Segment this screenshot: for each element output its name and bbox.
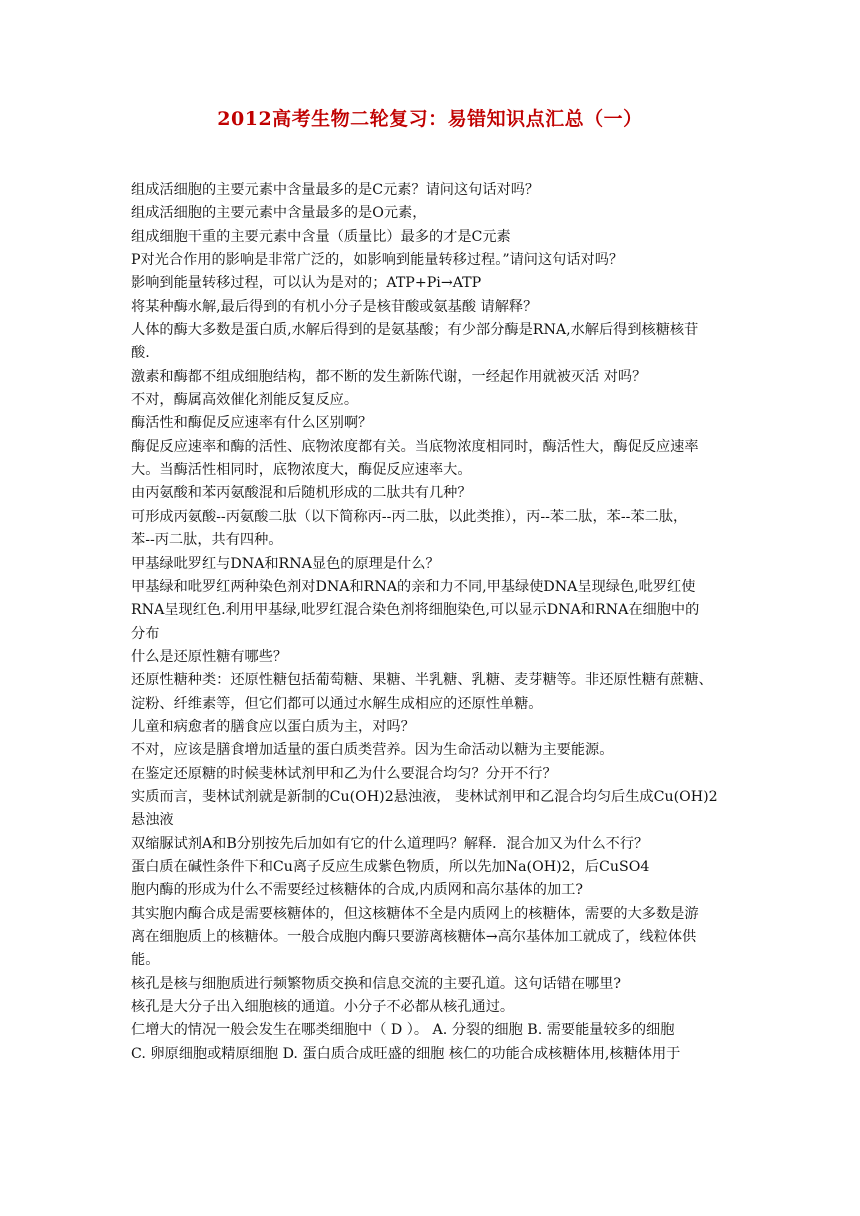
text-line: 激素和酶都不组成细胞结构，都不断的发生新陈代谢，一经起作用就被灭活 对吗？ xyxy=(131,368,647,385)
text-line: P对光合作用的影响是非常广泛的，如影响到能量转移过程。”请问这句话对吗？ xyxy=(131,252,624,269)
text-line: 不对，应该是膳食增加适量的蛋白质类营养。因为生命活动以糖为主要能源。 xyxy=(131,742,614,759)
text-line: 由丙氨酸和苯丙氨酸混和后随机形成的二肽共有几种？ xyxy=(131,485,472,502)
text-line: 核孔是大分子出入细胞核的通道。小分子不必都从核孔通过。 xyxy=(131,999,515,1016)
text-line: 大。当酶活性相同时，底物浓度大，酶促反应速率大。 xyxy=(131,462,472,479)
text-line: 酶活性和酶促反应速率有什么区别啊？ xyxy=(131,415,373,432)
text-line: 甲基绿和吡罗红两种染色剂对DNA和RNA的亲和力不同,甲基绿使DNA呈现绿色,吡罗红使 xyxy=(131,578,696,595)
text-line: 影响到能量转移过程，可以认为是对的；ATP+Pi→ATP xyxy=(131,275,482,292)
text-line: 其实胞内酶合成是需要核糖体的，但这核糖体不全是内质网上的核糖体，需要的大多数是游 xyxy=(131,905,699,922)
text-line: 组成细胞干重的主要元素中含量（质量比）最多的才是C元素 xyxy=(131,228,511,245)
text-line: 苯--丙二肽，共有四种。 xyxy=(131,532,283,549)
text-line: 酶促反应速率和酶的活性、底物浓度都有关。当底物浓度相同时，酶活性大，酶促反应速率 xyxy=(131,438,699,455)
text-line: 核孔是核与细胞质进行频繁物质交换和信息交流的主要孔道。这句话错在哪里? xyxy=(131,975,621,992)
text-line: 人体的酶大多数是蛋白质,水解后得到的是氨基酸；有少部分酶是RNA,水解后得到核糖核苷 xyxy=(131,322,699,339)
text-line: 胞内酶的形成为什么不需要经过核糖体的合成,内质网和高尔基体的加工? xyxy=(131,882,583,899)
text-line: RNA呈现红色.利用甲基绿,吡罗红混合染色剂将细胞染色,可以显示DNA和RNA在细胞中的 xyxy=(131,602,700,619)
text-line: 什么是还原性糖有哪些？ xyxy=(131,648,288,665)
text-line: 蛋白质在碱性条件下和Cu离子反应生成紫色物质，所以先加Na(OH)2，后CuSO4 xyxy=(131,858,650,875)
text-line: 淀粉、纤维素等，但它们都可以通过水解生成相应的还原性单糖。 xyxy=(131,695,543,712)
text-line: 还原性糖种类：还原性糖包括葡萄糖、果糖、半乳糖、乳糖、麦芽糖等。非还原性糖有蔗糖、 xyxy=(131,672,713,689)
text-line: 分布 xyxy=(131,625,160,642)
text-line: 将某种酶水解,最后得到的有机小分子是核苷酸或氨基酸 请解释？ xyxy=(131,298,538,315)
text-line: 在鉴定还原糖的时候斐林试剂甲和乙为什么要混合均匀？分开不行？ xyxy=(131,765,557,782)
text-line: 能。 xyxy=(131,952,160,969)
text-line: 组成活细胞的主要元素中含量最多的是C元素？请问这句话对吗？ xyxy=(131,182,540,198)
text-line: C. 卵原细胞或精原细胞 D. 蛋白质合成旺盛的细胞 核仁的功能合成核糖体用,核糖体用于 xyxy=(131,1045,681,1062)
text-line: 不对，酶属高效催化剂能反复反应。 xyxy=(131,392,359,409)
text-line: 酸. xyxy=(131,345,150,362)
page-title: 2012高考生物二轮复习：易错知识点汇总（一） xyxy=(217,108,643,130)
text-line: 儿童和病愈者的膳食应以蛋白质为主，对吗？ xyxy=(131,718,415,735)
text-line: 悬浊液 xyxy=(131,812,174,829)
text-line: 甲基绿吡罗红与DNA和RNA显色的原理是什么？ xyxy=(131,555,440,572)
text-line: 实质而言，斐林试剂就是新制的Cu(OH)2悬浊液， 斐林试剂甲和乙混合均匀后生成Cu(OH)2 xyxy=(131,788,718,805)
text-line: 组成活细胞的主要元素中含量最多的是O元素， xyxy=(131,205,427,222)
document-body xyxy=(131,179,736,1066)
text-line: 双缩脲试剂A和B分别按先后加如有它的什么道理吗？解释．混合加又为什么不行？ xyxy=(131,835,649,852)
text-line: 仁增大的情况一般会发生在哪类细胞中（ D ）。 A. 分裂的细胞 B. 需要能量较多的细胞 xyxy=(131,1022,675,1039)
text-line: 离在细胞质上的核糖体。一般合成胞内酶只要游离核糖体→高尔基体加工就成了，线粒体供 xyxy=(131,929,697,945)
text-line: 可形成丙氨酸--丙氨酸二肽（以下简称丙--丙二肽，以此类推），丙--苯二肽，苯--苯二肽， xyxy=(131,508,688,525)
